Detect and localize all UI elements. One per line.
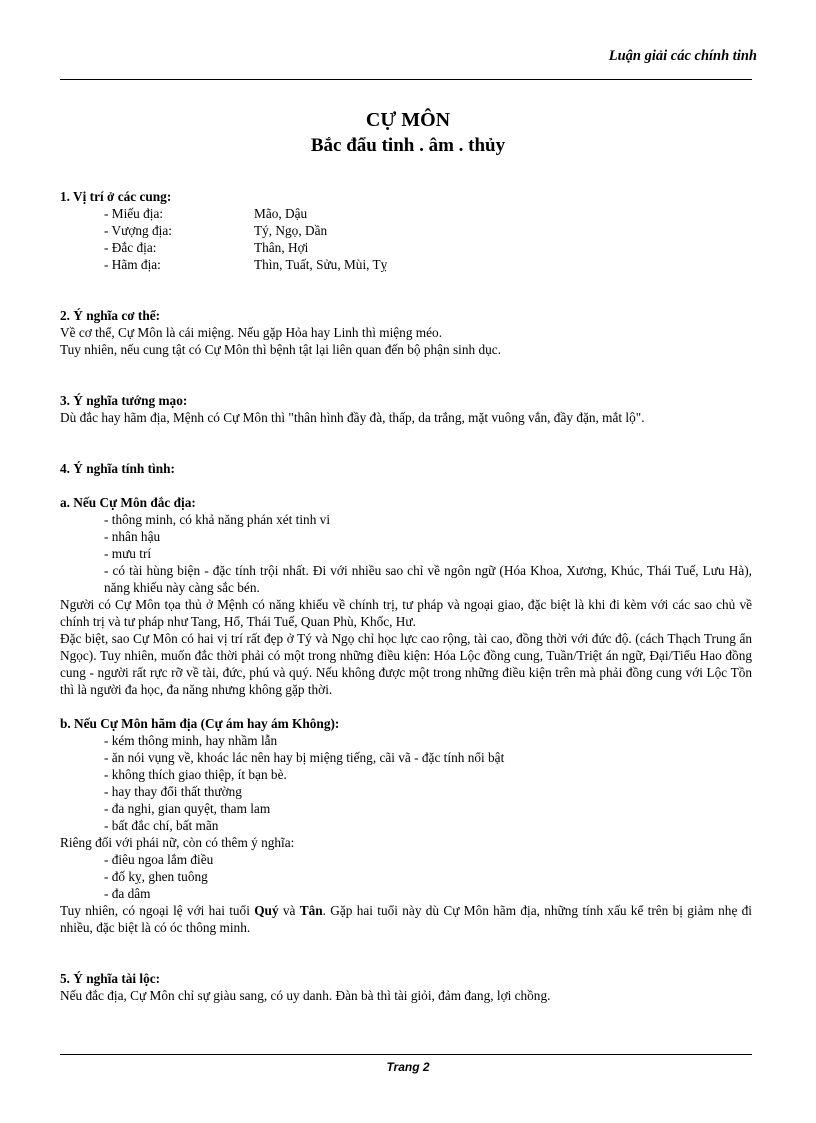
position-row (60, 256, 752, 273)
running-header: Luận giải các chính tinh (608, 48, 757, 64)
list-item: - ăn nói vụng về, khoác lác nên hay bị miệng tiếng, cãi vã - đặc tính nổi bật (104, 750, 505, 765)
exception-text: Tuy nhiên, có ngoại lệ với hai tuổi (60, 903, 255, 918)
position-row (60, 222, 752, 239)
position-value: Thìn, Tuất, Sửu, Mùi, Tỵ (254, 257, 388, 272)
page-subtitle: Bắc đẩu tinh . âm . thủy (310, 135, 506, 156)
list-item: - đa nghi, gian quyệt, tham lam (104, 801, 271, 816)
exception-text: và (278, 903, 300, 918)
women-intro: Riêng đối với phái nữ, còn có thêm ý nghĩa: (60, 835, 295, 850)
page-number: Trang 2 (386, 1060, 430, 1074)
list-item: - đa dâm (104, 886, 151, 901)
section-3-heading: 3. Ý nghĩa tướng mạo: (60, 393, 188, 408)
list-item: - thông minh, có khả năng phán xét tinh vi (104, 512, 331, 527)
position-value: Thân, Hợi (254, 240, 309, 255)
list-item: - đố kỵ, ghen tuông (104, 869, 208, 884)
list-item: - có tài hùng biện - đặc tính trội nhất. Đi với nhiều sao chỉ về ngôn ngữ (Hóa Khoa, Xương, Khúc, Thái Tuế, Lưu Hà), năng khiếu này càng sắc bén. (104, 563, 752, 595)
list-item: - bất đắc chí, bất mãn (104, 818, 219, 833)
list-item: - điêu ngoa lắm điều (104, 852, 214, 867)
list-item: - mưu trí (104, 546, 152, 561)
exception-text: . Gặp hai tuổi này dù Cự Môn hãm địa, những tính xấu kể trên bị giảm nhẹ đi nhiều, đặc biệt là có óc thông minh. (60, 903, 752, 935)
section-4-heading: 4. Ý nghĩa tính tình: (60, 461, 175, 476)
footer-rule (60, 1054, 752, 1055)
age-quy: Quý (254, 903, 279, 918)
age-tan: Tân (299, 903, 323, 918)
exception-paragraph (60, 902, 752, 936)
subsection-b-heading: b. Nếu Cự Môn hãm địa (Cự ám hay ám Không): (60, 716, 340, 731)
position-label: - Vượng địa: (104, 223, 172, 238)
subsection-a-heading: a. Nếu Cự Môn đắc địa: (60, 495, 196, 510)
position-row (60, 205, 752, 222)
body-paragraph: Đặc biệt, sao Cự Môn có hai vị trí rất đẹp ở Tý và Ngọ chỉ học lực cao rộng, tài cao, đồng thời với đức độ. (cách Thạch Trung ẩn Ngọc). Tuy nhiên, muốn đắc thời phải có một trong những điều kiện: Hóa Lộc đồng cung, Tuần/Triệt án ngữ, Đại/Tiểu Hao đồng cung - người rất rực rỡ về tài, đức, phú và quý. Nếu không được một trong những điều kiện trên mà phải đồng cung với Lộc Tồn thì là người đa học, đa năng nhưng không gặp thời. (60, 631, 752, 697)
body-paragraph: Người có Cự Môn tọa thủ ở Mệnh có năng khiếu về chính trị, tư pháp và ngoại giao, đặc biệt là khi đi kèm với các sao chủ về chính trị và tư pháp như Tang, Hổ, Thái Tuế, Quan Phù, Khốc, Hư. (60, 597, 752, 629)
list-item: - không thích giao thiệp, ít bạn bè. (104, 767, 287, 782)
position-row (60, 239, 752, 256)
position-value: Mão, Dậu (254, 206, 308, 221)
page-title: CỰ MÔN (365, 109, 451, 131)
section-2-heading: 2. Ý nghĩa cơ thể: (60, 308, 161, 323)
position-label: - Miếu địa: (104, 206, 164, 221)
position-label: - Hãm địa: (104, 257, 161, 272)
section-1-heading: 1. Vị trí ở các cung: (60, 189, 172, 204)
document-body (60, 188, 752, 1004)
list-item: - hay thay đổi thất thường (104, 784, 242, 799)
position-value: Tý, Ngọ, Dần (254, 223, 328, 238)
body-line: Về cơ thể, Cự Môn là cái miệng. Nếu gặp Hỏa hay Linh thì miệng méo. (60, 325, 443, 340)
body-line: Tuy nhiên, nếu cung tật có Cự Môn thì bệnh tật lại liên quan đến bộ phận sinh dục. (60, 342, 502, 357)
list-item: - kém thông minh, hay nhầm lẫn (104, 733, 278, 748)
list-item: - nhân hậu (104, 529, 161, 544)
position-label: - Đắc địa: (104, 240, 157, 255)
body-line: Nếu đắc địa, Cự Môn chỉ sự giàu sang, có uy danh. Đàn bà thì tài giỏi, đảm đang, lợi chồng. (60, 988, 551, 1003)
header-rule (60, 79, 752, 80)
body-line: Dù đắc hay hãm địa, Mệnh có Cự Môn thì "thân hình đầy đà, thấp, da trắng, mặt vuông vắn, đầy đặn, mắt lộ". (60, 410, 645, 425)
section-5-heading: 5. Ý nghĩa tài lộc: (60, 971, 161, 986)
